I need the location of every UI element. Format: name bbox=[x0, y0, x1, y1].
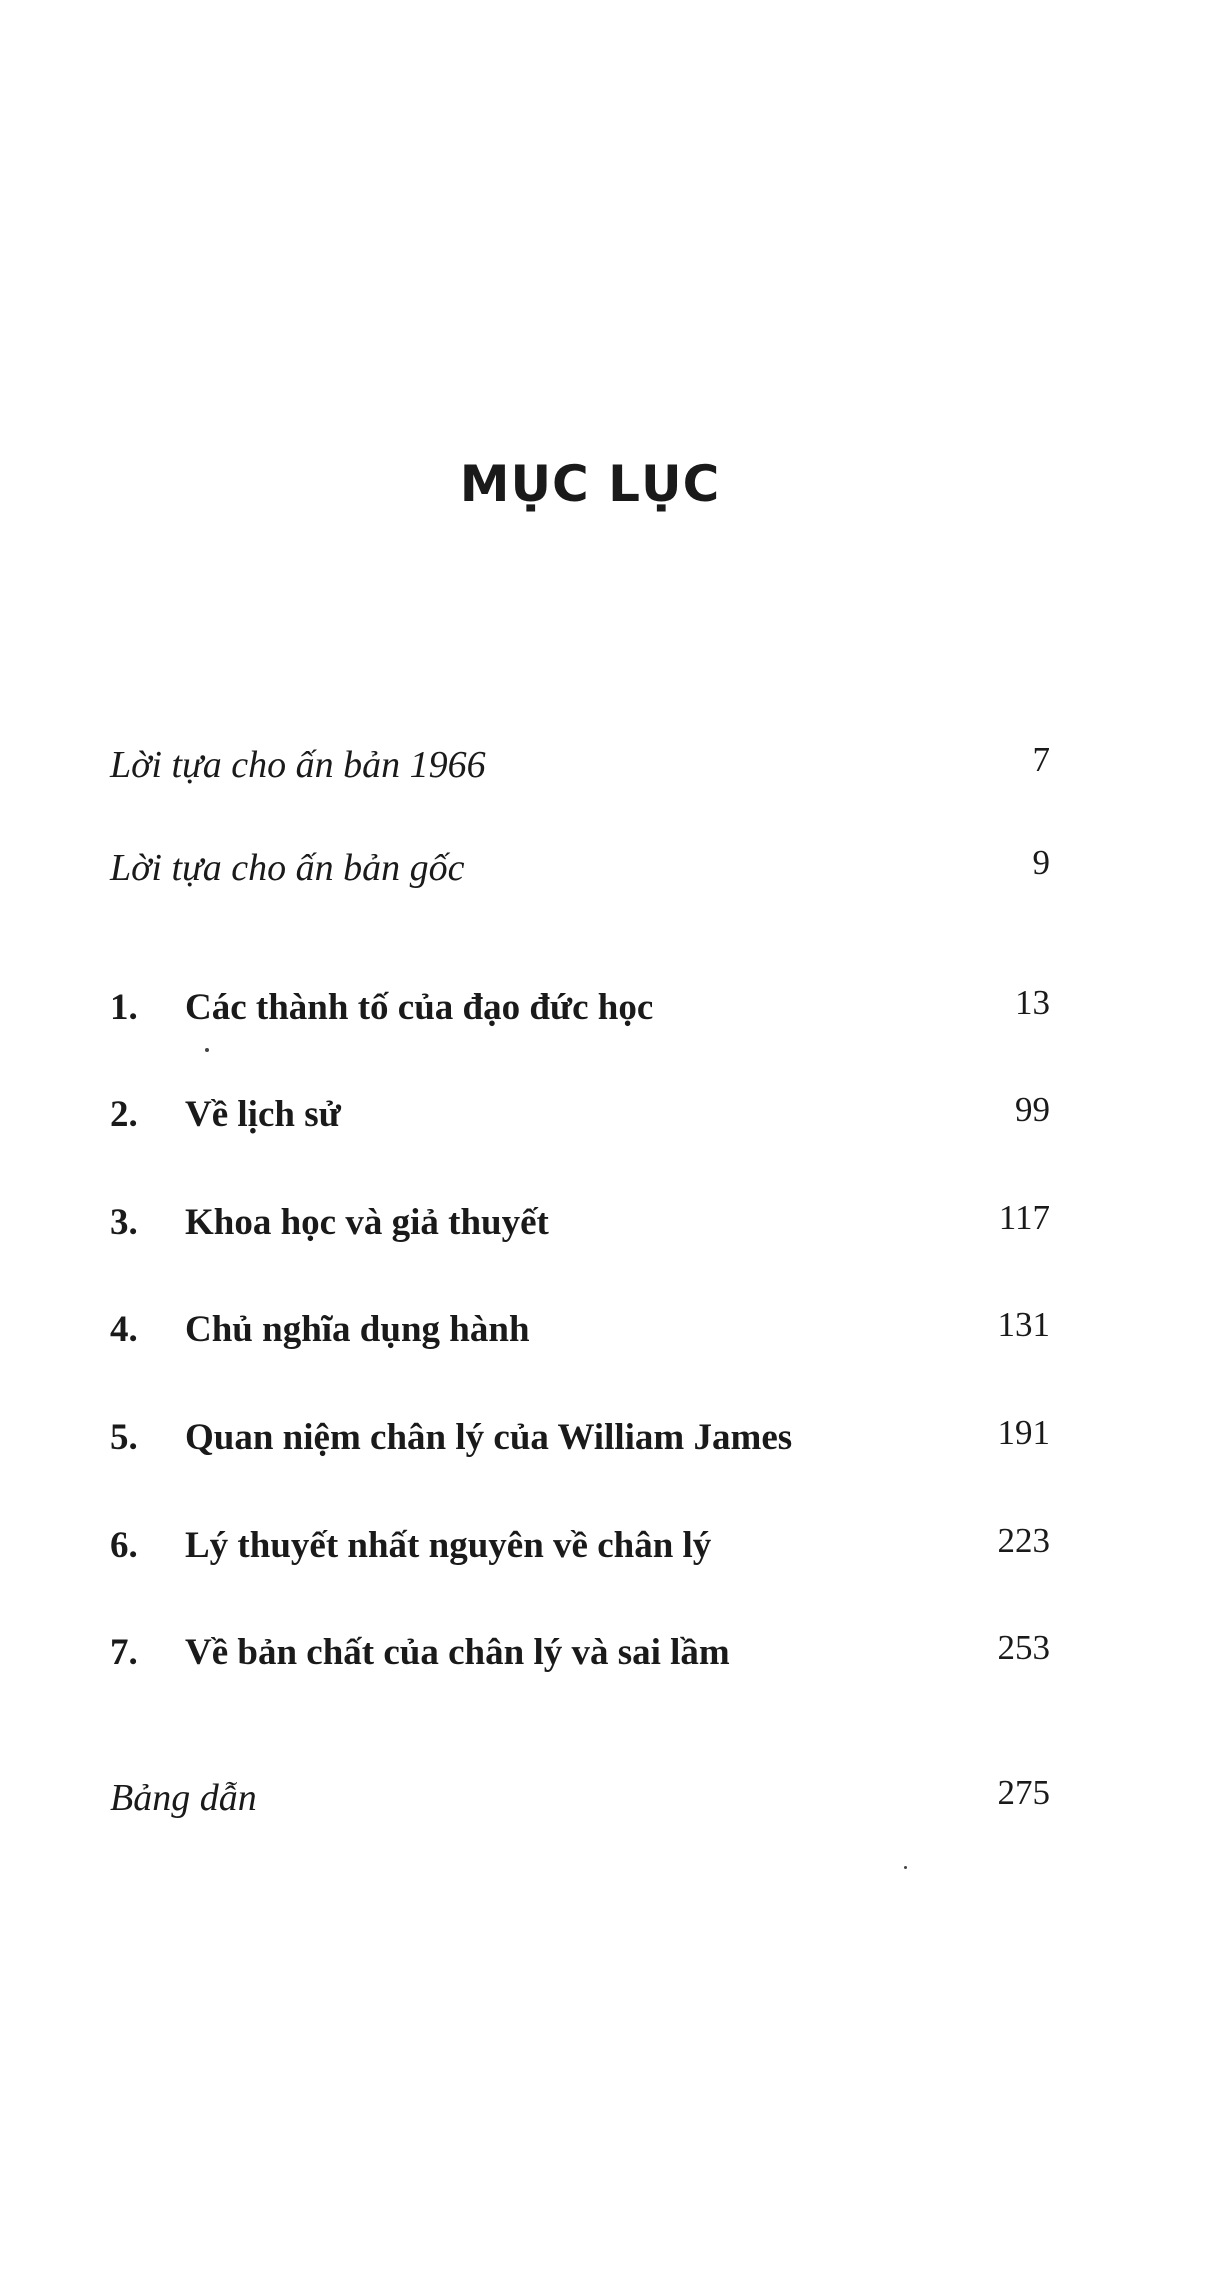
toc-entry-page: 99 bbox=[1015, 1090, 1050, 1129]
page-title: MỤC LỤC bbox=[459, 455, 721, 513]
toc-chapter-6 bbox=[110, 1516, 1050, 1576]
toc-chapter-2 bbox=[110, 1085, 1050, 1145]
toc-entry-preface-original bbox=[110, 838, 1050, 898]
toc-entry-page: 253 bbox=[997, 1628, 1050, 1667]
toc-entry-label: Lời tựa cho ấn bản gốc bbox=[110, 847, 465, 889]
toc-entry-page: 191 bbox=[997, 1413, 1050, 1452]
toc-entry-page: 7 bbox=[1032, 740, 1050, 779]
chapter-title: Lý thuyết nhất nguyên về chân lý bbox=[185, 1525, 712, 1566]
chapter-number: 3. bbox=[110, 1202, 138, 1243]
toc-chapter-3 bbox=[110, 1193, 1050, 1253]
chapter-title: Chủ nghĩa dụng hành bbox=[185, 1309, 530, 1350]
toc-entry-page: 131 bbox=[997, 1305, 1050, 1344]
chapter-number: 4. bbox=[110, 1309, 138, 1350]
toc-chapter-7 bbox=[110, 1623, 1050, 1683]
toc-chapter-5 bbox=[110, 1408, 1050, 1468]
scan-speck bbox=[205, 1048, 209, 1052]
toc-chapter-4 bbox=[110, 1300, 1050, 1360]
toc-entry-index bbox=[110, 1768, 1050, 1828]
toc-entry-page: 275 bbox=[997, 1773, 1050, 1812]
toc-entry-label: Lời tựa cho ấn bản 1966 bbox=[110, 744, 486, 786]
toc-entry-page: 223 bbox=[997, 1521, 1050, 1560]
toc-entry-page: 9 bbox=[1032, 843, 1050, 882]
chapter-number: 1. bbox=[110, 987, 138, 1028]
chapter-number: 7. bbox=[110, 1632, 138, 1673]
chapter-number: 5. bbox=[110, 1417, 138, 1458]
toc-chapter-1 bbox=[110, 978, 1050, 1038]
chapter-title: Các thành tố của đạo đức học bbox=[185, 987, 654, 1028]
toc-entry-label: Bảng dẫn bbox=[110, 1777, 257, 1819]
chapter-title: Khoa học và giả thuyết bbox=[185, 1202, 549, 1243]
chapter-title: Về lịch sử bbox=[185, 1094, 341, 1135]
scan-speck bbox=[904, 1866, 907, 1869]
toc-entry-preface-1966 bbox=[110, 735, 1050, 795]
chapter-number: 6. bbox=[110, 1525, 138, 1566]
toc-entry-page: 117 bbox=[998, 1198, 1050, 1237]
chapter-number: 2. bbox=[110, 1094, 138, 1135]
chapter-title: Về bản chất của chân lý và sai lầm bbox=[185, 1632, 730, 1673]
toc-entry-page: 13 bbox=[1015, 983, 1050, 1022]
chapter-title: Quan niệm chân lý của William James bbox=[185, 1417, 793, 1458]
